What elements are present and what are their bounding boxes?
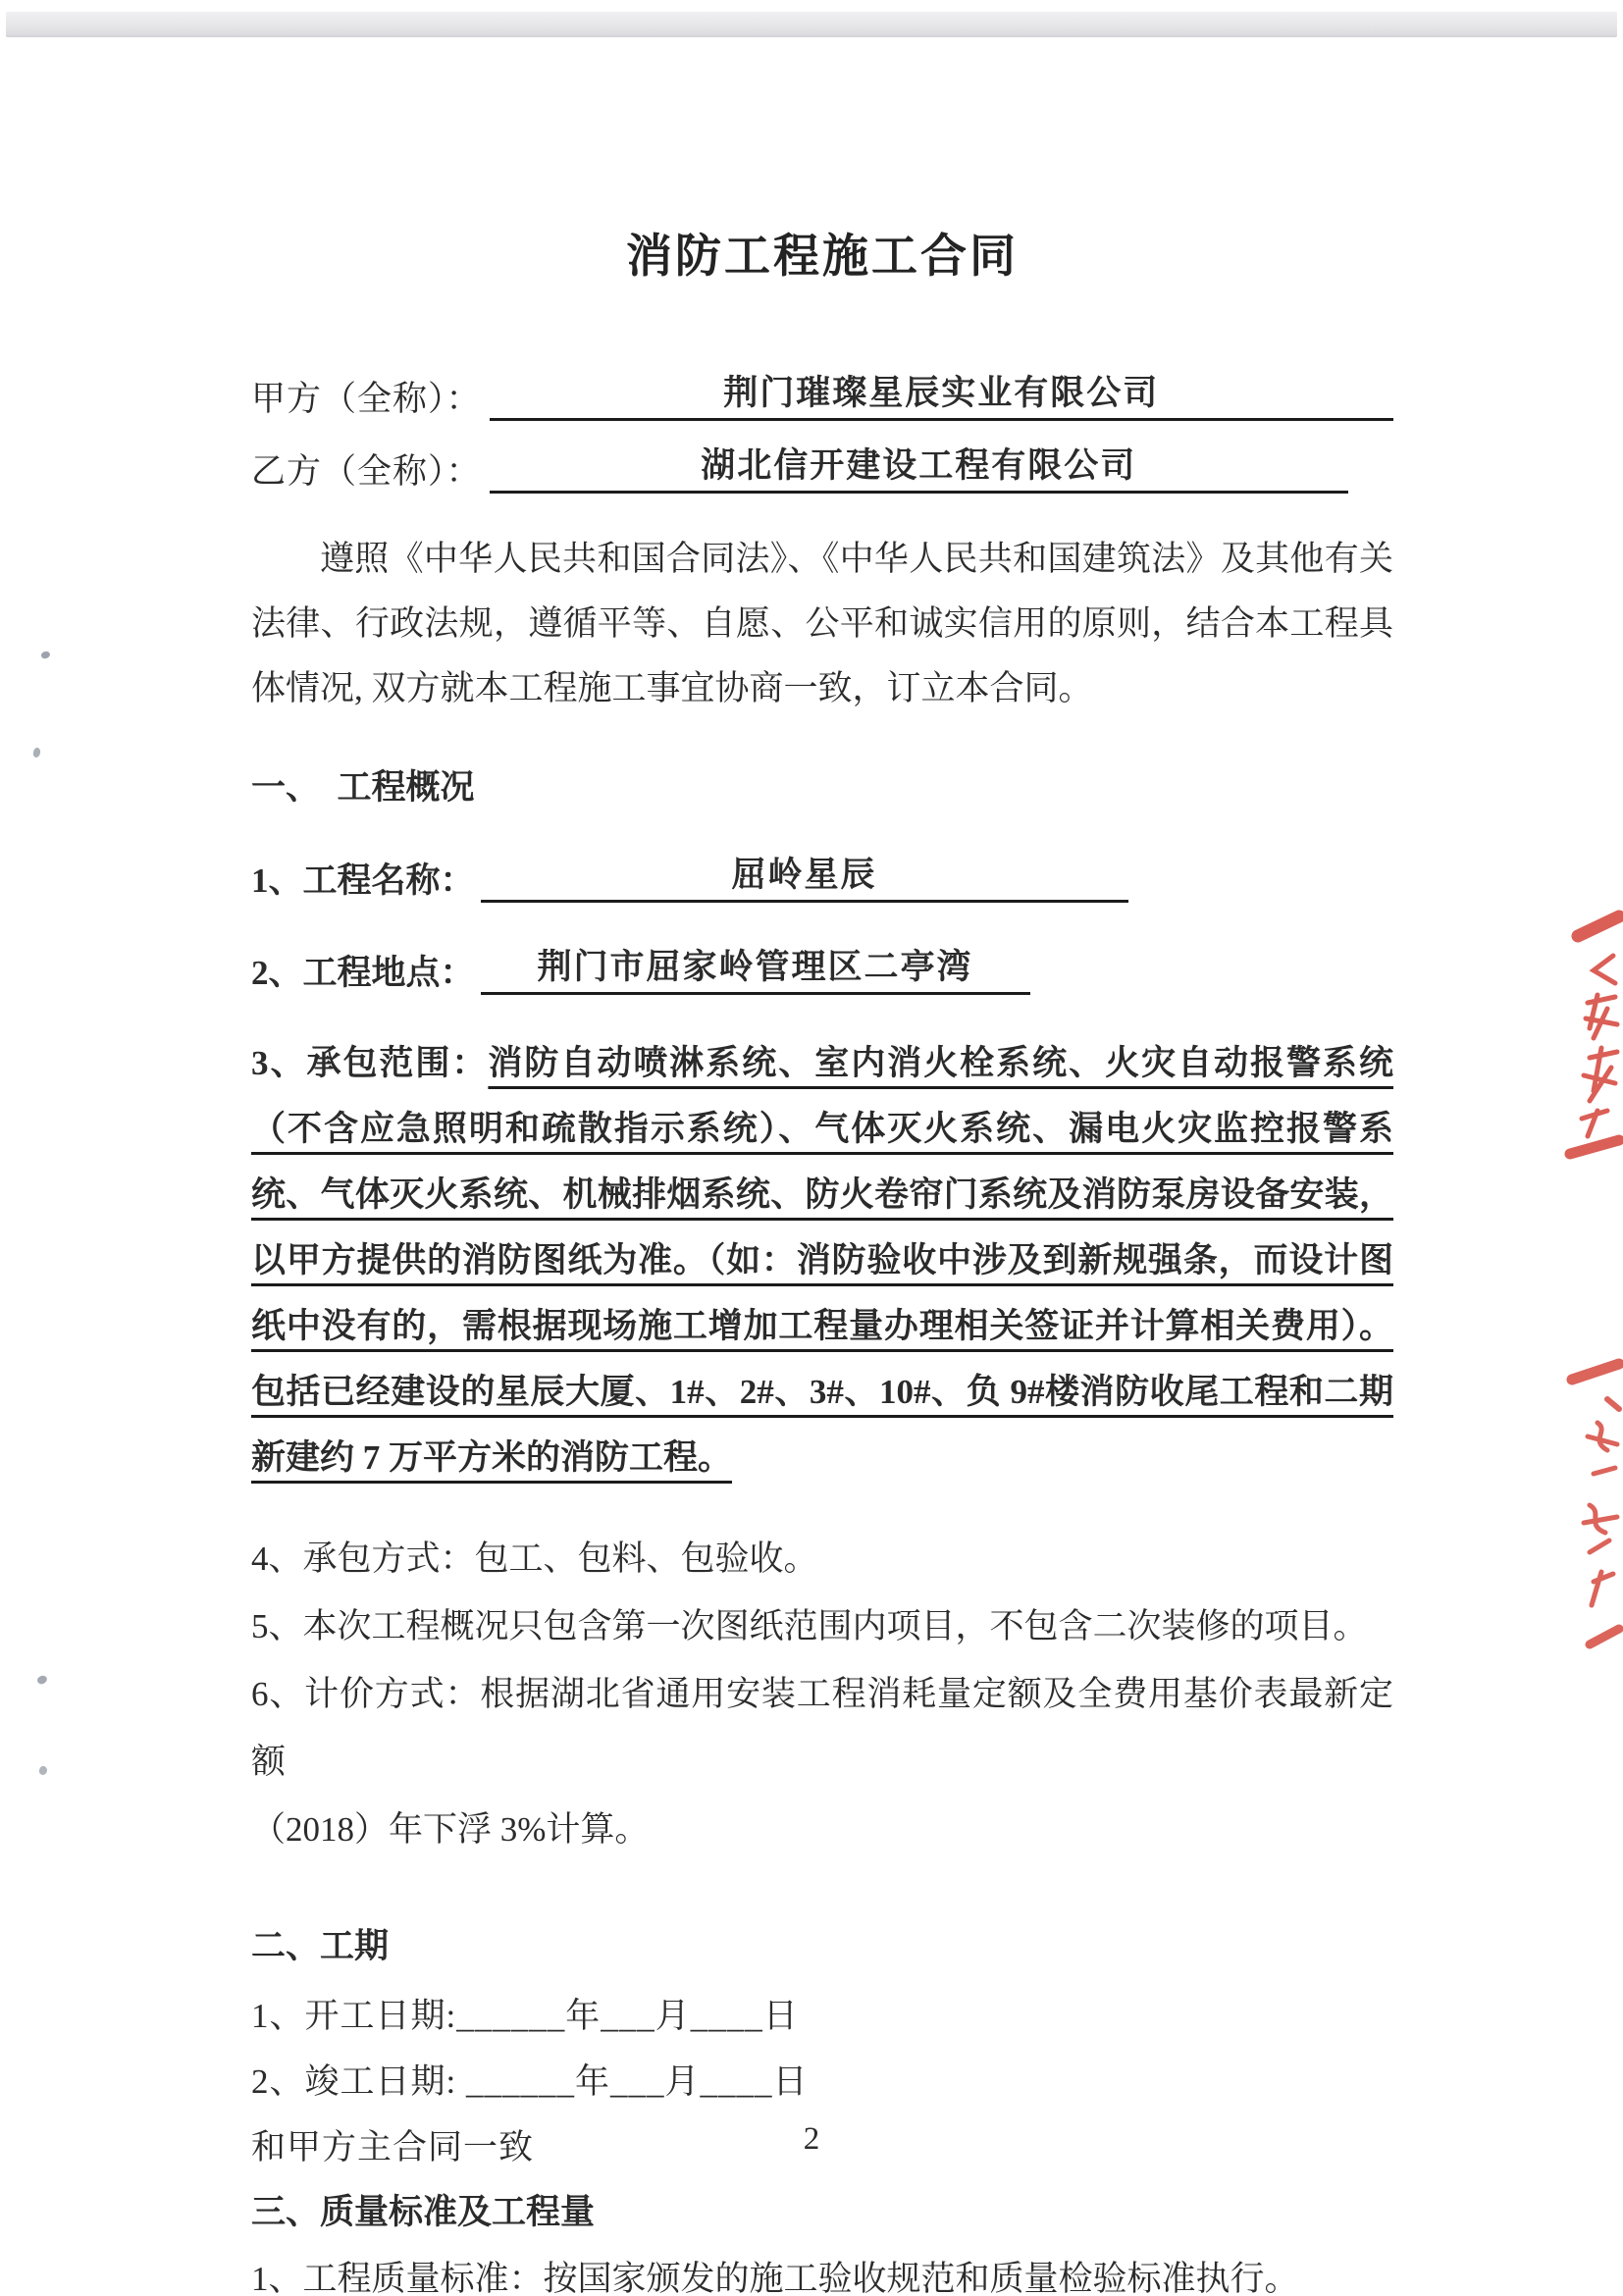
party-b-row <box>251 443 1393 494</box>
scope-note-item: 5、本次工程概况只包含第一次图纸范围内项目，不包含二次装修的项目。 <box>251 1607 1368 1645</box>
duration-alignment-note: 和甲方主合同一致 <box>251 2128 535 2166</box>
scan-speck <box>36 1674 49 1686</box>
project-location-row <box>251 938 1393 995</box>
scan-speck <box>37 1765 48 1777</box>
project-name-row <box>251 846 1393 903</box>
party-a-row <box>251 370 1393 421</box>
project-name-value: 屈岭星辰 <box>481 848 1128 903</box>
preamble-paragraph: 遵照《中华人民共和国合同法》、《中华人民共和国建筑法》及其他有关法律、行政法规，遵循平等、自愿、公平和诚实信用的原则，结合本工程具体情况, 双方就本工程施工事宜协商一致，订立本合同。 <box>251 540 1393 707</box>
seal-stamp-fragment-upper <box>1564 909 1623 1174</box>
quality-standard-item: 1、工程质量标准：按国家颁发的施工验收规范和质量检验标准执行。 <box>251 2260 1299 2296</box>
contract-scope-label: 3、承包范围： <box>251 1044 489 1082</box>
page-number: 2 <box>803 2121 820 2157</box>
finish-date-line: 2、竣工日期: ______年___月____日 <box>251 2062 809 2101</box>
pricing-item-line1: 6、计价方式：根据湖北省通用安装工程消耗量定额及全费用基价表最新定额 <box>251 1675 1393 1781</box>
section-heading-quality: 三、质量标准及工程量 <box>251 2193 596 2231</box>
contract-scope-value: 消防自动喷淋系统、室内消火栓系统、火灾自动报警系统（不含应急照明和疏散指示系统）、气体灭火系统、漏电火灾监控报警系统、气体灭火系统、机械排烟系统、防火卷帘门系统及消防泵房设备安装，以甲方提供的消防图纸为准。（如：消防验收中涉及到新规强条，而设计图纸中没有的，需根据现场施工增加工程量办理相关签证并计算相关费用）。包括已经建设的星辰大厦、1#、2#、3#、10#、负 9#楼消防收尾工程和二期新建约 7 万平方米的消防工程。 <box>251 1044 1393 1477</box>
pricing-item-line2: （2018）年下浮 3%计算。 <box>251 1810 650 1849</box>
section-heading-duration: 二、工期 <box>251 1927 390 1965</box>
scan-speck <box>40 651 51 660</box>
section-heading-overview: 一、 工程概况 <box>251 768 475 807</box>
parties-block <box>251 370 1393 494</box>
contract-method-item: 4、承包方式：包工、包料、包验收。 <box>251 1539 818 1578</box>
seal-stamp-fragment-lower <box>1564 1358 1623 1662</box>
scan-speck <box>32 747 41 757</box>
document-title: 消防工程施工合同 <box>626 232 1019 283</box>
overview-items <box>251 1525 1393 1863</box>
project-location-value: 荆门市屈家岭管理区二亭湾 <box>481 940 1030 995</box>
page-content <box>251 0 1393 2296</box>
project-location-label: 2、工程地点： <box>251 954 475 992</box>
contract-scope-paragraph <box>251 1030 1393 1490</box>
project-name-label: 1、工程名称： <box>251 861 475 900</box>
party-a-label: 甲方（全称）： <box>251 380 482 418</box>
party-b-value: 湖北信开建设工程有限公司 <box>490 439 1348 494</box>
party-a-value: 荆门璀璨星辰实业有限公司 <box>490 366 1393 421</box>
start-date-line: 1、开工日期:______年___月____日 <box>251 1997 799 2035</box>
party-b-label: 乙方（全称）： <box>251 452 482 491</box>
